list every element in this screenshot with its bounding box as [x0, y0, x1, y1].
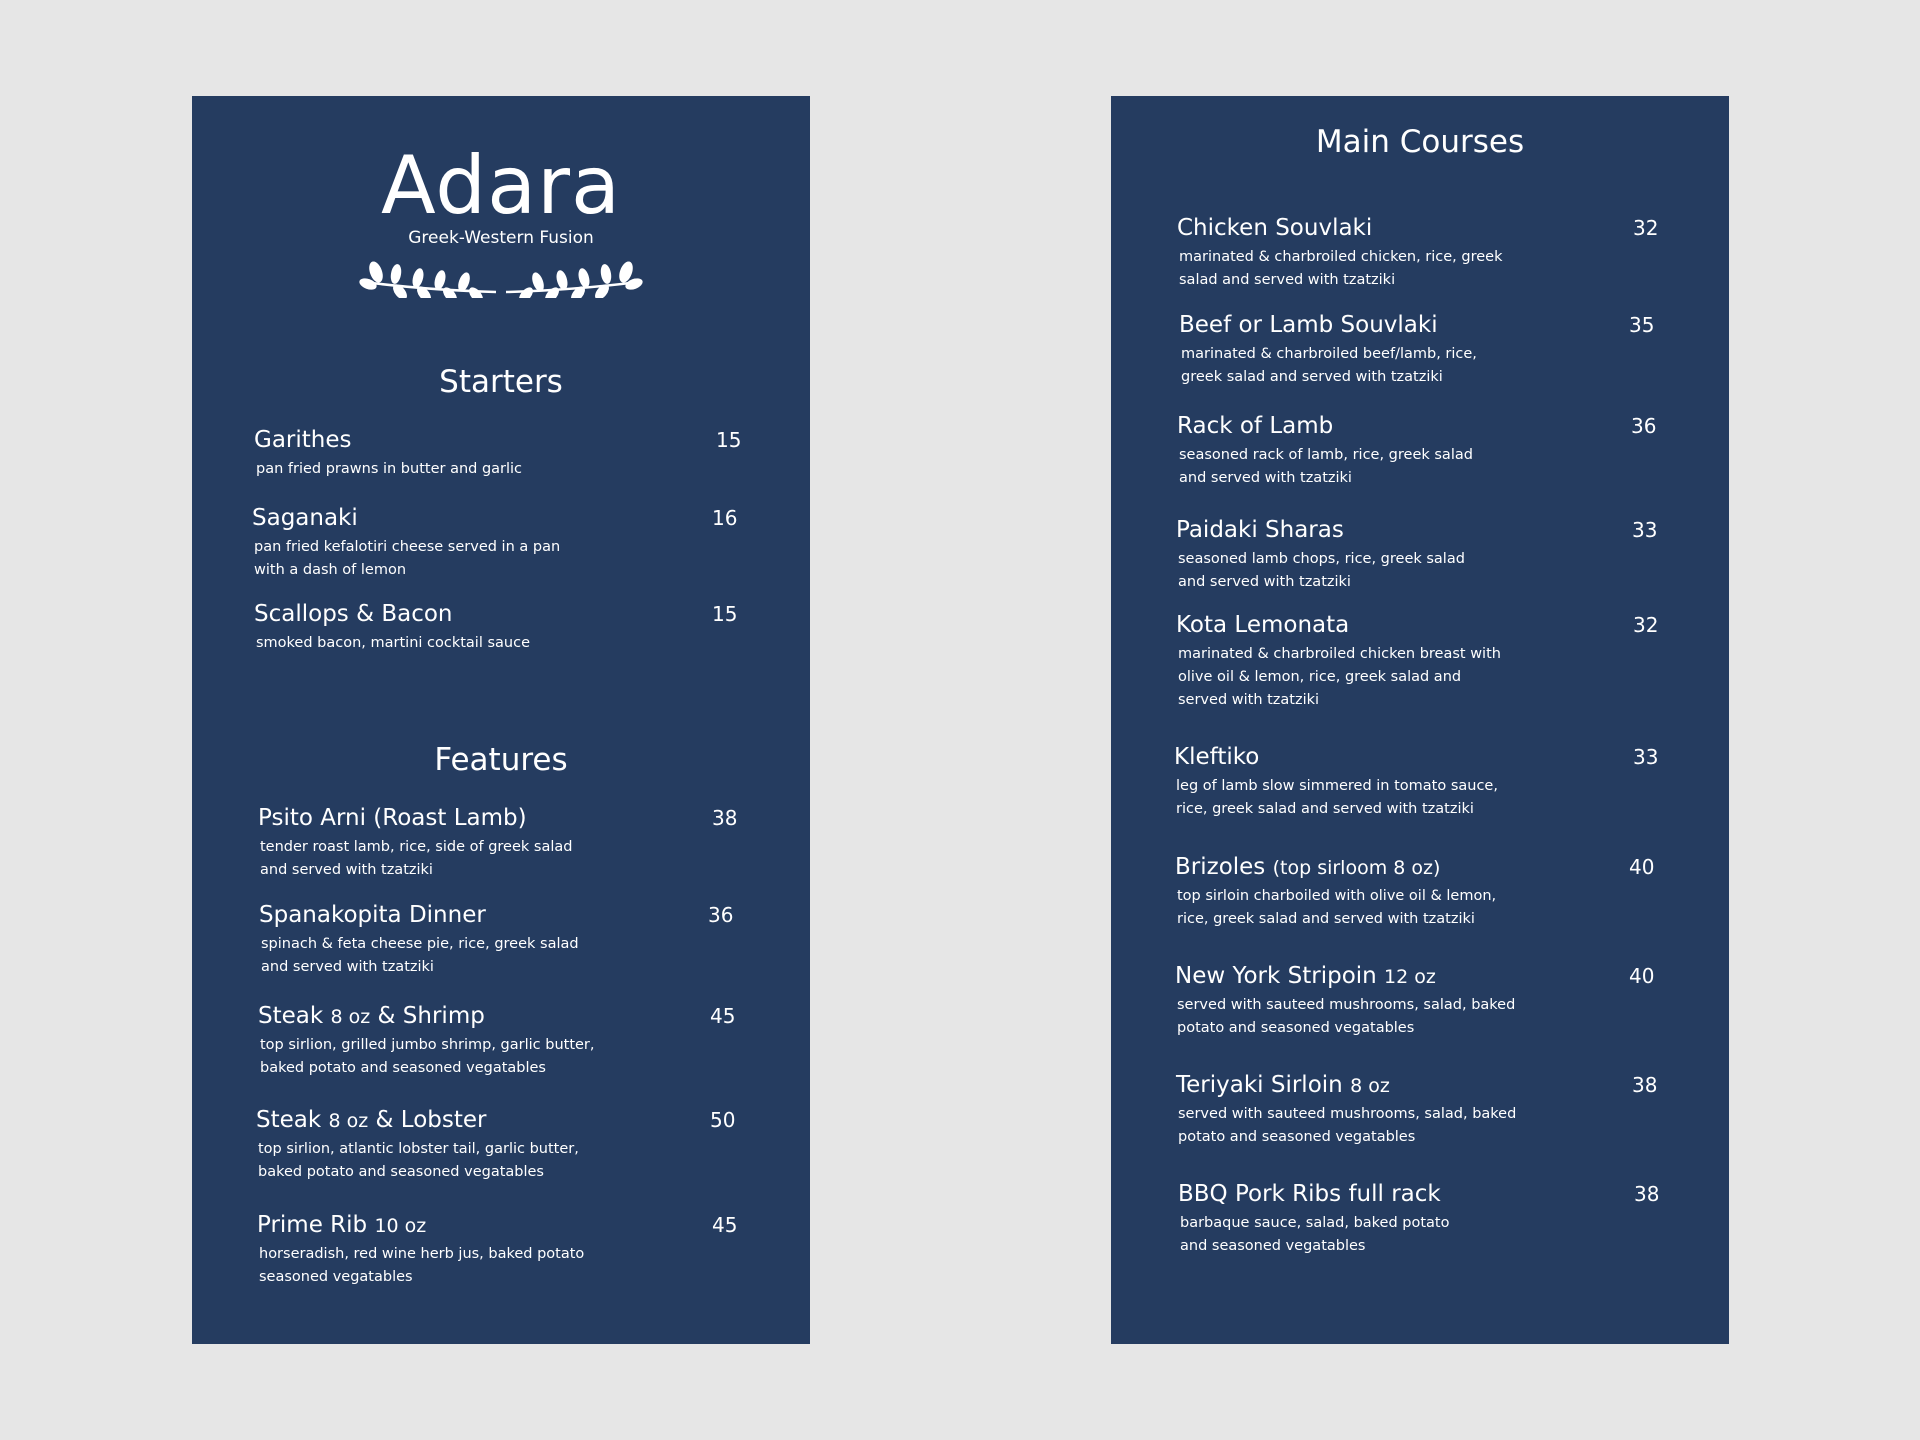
menu-item-description	[1179, 246, 1503, 292]
menu-item-name	[1177, 412, 1333, 440]
menu-item-portion: (top sirloom 8 oz)	[1272, 857, 1441, 879]
menu-item-description-line: top sirloin charboiled with olive oil & lemon,	[1177, 888, 1497, 904]
menu-item-description-line: salad and served with tzatziki	[1179, 272, 1396, 288]
menu-item-description-line: served with sauteed mushrooms, salad, baked	[1177, 997, 1516, 1013]
menu-item-description-line: rice, greek salad and served with tzatziki	[1176, 801, 1474, 817]
menu-item-description-line: with a dash of lemon	[254, 562, 407, 578]
menu-item-description-line: rice, greek salad and served with tzatziki	[1177, 911, 1475, 927]
menu-item-price: 38	[1632, 1073, 1658, 1097]
menu-panel-left	[192, 96, 810, 1344]
menu-item-title: Spanakopita Dinner	[259, 902, 486, 928]
menu-item-name	[1176, 516, 1344, 544]
menu-item-name	[1176, 611, 1349, 639]
menu-item-description-line: served with sauteed mushrooms, salad, baked	[1178, 1106, 1517, 1122]
menu-item-description	[1181, 343, 1477, 389]
menu-item-name	[254, 600, 453, 628]
menu-item-description-line: and served with tzatziki	[1178, 574, 1351, 590]
menu-item-price: 32	[1633, 613, 1659, 637]
menu-item-description	[256, 632, 530, 655]
menu-item-description-line: marinated & charbroiled chicken, rice, greek	[1179, 249, 1503, 265]
menu-item-description-line: tender roast lamb, rice, side of greek salad	[260, 839, 573, 855]
menu-item-title: Saganaki	[252, 505, 358, 531]
menu-item-name	[1179, 311, 1438, 339]
menu-item-title: Kota Lemonata	[1176, 612, 1350, 638]
menu-item-description	[260, 1034, 595, 1080]
menu-item-name	[1177, 214, 1372, 242]
menu-item-description-line: leg of lamb slow simmered in tomato sauce,	[1176, 778, 1498, 794]
menu-item-price: 33	[1632, 518, 1658, 542]
features-heading: Features	[434, 742, 568, 778]
menu-item-name	[1174, 743, 1259, 771]
menu-item-description	[259, 1243, 584, 1289]
menu-item-title: New York Stripoin	[1175, 963, 1377, 989]
menu-item-price: 40	[1629, 964, 1655, 988]
menu-item-name	[254, 426, 352, 454]
menu-item-description	[1179, 444, 1473, 490]
restaurant-name: Adara	[380, 139, 622, 232]
menu-item-description	[256, 458, 522, 481]
menu-item-title: BBQ Pork Ribs full rack	[1178, 1181, 1441, 1207]
menu-item-title: Scallops & Bacon	[254, 601, 453, 627]
menu-item-price: 15	[712, 602, 738, 626]
menu-item-price: 15	[716, 428, 742, 452]
menu-item-portion: 8 oz	[330, 1006, 371, 1028]
menu-item-price: 38	[712, 806, 738, 830]
menu-item-description	[1178, 643, 1501, 712]
menu-item-description	[254, 536, 560, 582]
menu-item-price: 16	[712, 506, 738, 530]
menu-item-title: Prime Rib	[257, 1212, 368, 1238]
menu-item-description-line: horseradish, red wine herb jus, baked potato	[259, 1246, 585, 1262]
menu-item-name	[1178, 1180, 1441, 1208]
menu-item-description	[258, 1138, 579, 1184]
menu-item-description-line: served with tzatziki	[1178, 692, 1320, 708]
laurel-wreath-icon	[356, 242, 646, 298]
menu-item-description-line: seasoned rack of lamb, rice, greek salad	[1179, 447, 1473, 463]
menu-item-description-line: seasoned lamb chops, rice, greek salad	[1178, 551, 1465, 567]
menu-item-description-line: marinated & charbroiled beef/lamb, rice,	[1181, 346, 1477, 362]
menu-item-description-line: baked potato and seasoned vegatables	[260, 1060, 546, 1076]
menu-item-description-line: baked potato and seasoned vegatables	[258, 1164, 544, 1180]
menu-item-price: 40	[1629, 855, 1655, 879]
menu-item-title: Psito Arni (Roast Lamb)	[258, 805, 527, 831]
menu-item-description	[1178, 1103, 1516, 1149]
menu-item-description-line: and served with tzatziki	[261, 959, 434, 975]
menu-item-description-line: pan fried prawns in butter and garlic	[256, 461, 523, 477]
menu-item-description-line: potato and seasoned vegatables	[1178, 1129, 1416, 1145]
menu-item-name	[252, 504, 358, 532]
menu-item-portion: 10 oz	[374, 1215, 427, 1237]
restaurant-tagline: Greek-Western Fusion	[408, 228, 594, 248]
menu-item-description-line: marinated & charbroiled chicken breast with	[1178, 646, 1501, 662]
menu-item-price: 33	[1633, 745, 1659, 769]
menu-item-portion: 12 oz	[1384, 966, 1436, 988]
menu-item-name	[257, 1211, 426, 1240]
menu-item-description-line: barbaque sauce, salad, baked potato	[1180, 1215, 1450, 1231]
menu-item-title-suffix: & Lobster	[375, 1107, 487, 1133]
menu-item-description-line: and served with tzatziki	[1179, 470, 1352, 486]
menu-item-description	[261, 933, 579, 979]
menu-item-description	[1177, 885, 1496, 931]
main-courses-heading: Main Courses	[1315, 124, 1525, 160]
menu-item-description-line: and served with tzatziki	[260, 862, 433, 878]
menu-item-title: Rack of Lamb	[1177, 413, 1334, 439]
menu-item-title: Paidaki Sharas	[1176, 517, 1344, 543]
menu-item-description-line: spinach & feta cheese pie, rice, greek salad	[261, 936, 579, 952]
menu-item-description-line: potato and seasoned vegatables	[1177, 1020, 1415, 1036]
menu-item-description-line: smoked bacon, martini cocktail sauce	[256, 635, 530, 651]
menu-item-description-line: and seasoned vegatables	[1180, 1238, 1366, 1254]
menu-item-title: Steak	[256, 1107, 322, 1133]
menu-item-description-line: top sirlion, grilled jumbo shrimp, garlic butter,	[260, 1037, 595, 1053]
restaurant-logo	[192, 139, 810, 298]
menu-item-title: Kleftiko	[1174, 744, 1260, 770]
menu-item-name	[1175, 853, 1440, 882]
menu-item-price: 32	[1633, 216, 1659, 240]
menu-item-description-line: top sirlion, atlantic lobster tail, garlic butter,	[258, 1141, 579, 1157]
menu-item-name	[258, 804, 527, 832]
menu-item-description-line: seasoned vegatables	[259, 1269, 413, 1285]
menu-item-title: Chicken Souvlaki	[1177, 215, 1373, 241]
menu-item-name	[256, 1106, 486, 1135]
menu-item-title: Garithes	[254, 427, 352, 453]
menu-item-title: Steak	[258, 1003, 324, 1029]
menu-item-description	[1180, 1212, 1450, 1258]
menu-item-price: 38	[1634, 1182, 1660, 1206]
menu-item-price: 36	[1631, 414, 1657, 438]
menu-item-description-line: greek salad and served with tzatziki	[1181, 369, 1443, 385]
menu-item-title: Teriyaki Sirloin	[1176, 1072, 1343, 1098]
menu-item-price: 35	[1629, 313, 1655, 337]
menu-panel-right	[1111, 96, 1729, 1344]
menu-item-price: 50	[710, 1108, 736, 1132]
menu-item-price: 36	[708, 903, 734, 927]
menu-item-price: 45	[712, 1213, 738, 1237]
menu-item-portion: 8 oz	[328, 1110, 369, 1132]
menu-item-description-line: olive oil & lemon, rice, greek salad and	[1178, 669, 1462, 685]
menu-item-description	[1178, 548, 1465, 594]
menu-item-title: Beef or Lamb Souvlaki	[1179, 312, 1438, 338]
menu-item-description	[1177, 994, 1515, 1040]
menu-item-description	[260, 836, 572, 882]
menu-item-description	[1176, 775, 1498, 821]
menu-item-title-suffix: & Shrimp	[377, 1003, 485, 1029]
menu-item-name	[1175, 962, 1436, 991]
menu-item-price: 45	[710, 1004, 736, 1028]
menu-item-portion: 8 oz	[1350, 1075, 1390, 1097]
menu-item-name	[259, 901, 486, 929]
menu-item-name	[258, 1002, 485, 1031]
menu-item-name	[1176, 1071, 1390, 1100]
menu-item-title: Brizoles	[1175, 854, 1266, 880]
starters-heading: Starters	[439, 364, 563, 400]
menu-item-description-line: pan fried kefalotiri cheese served in a pan	[254, 539, 561, 555]
